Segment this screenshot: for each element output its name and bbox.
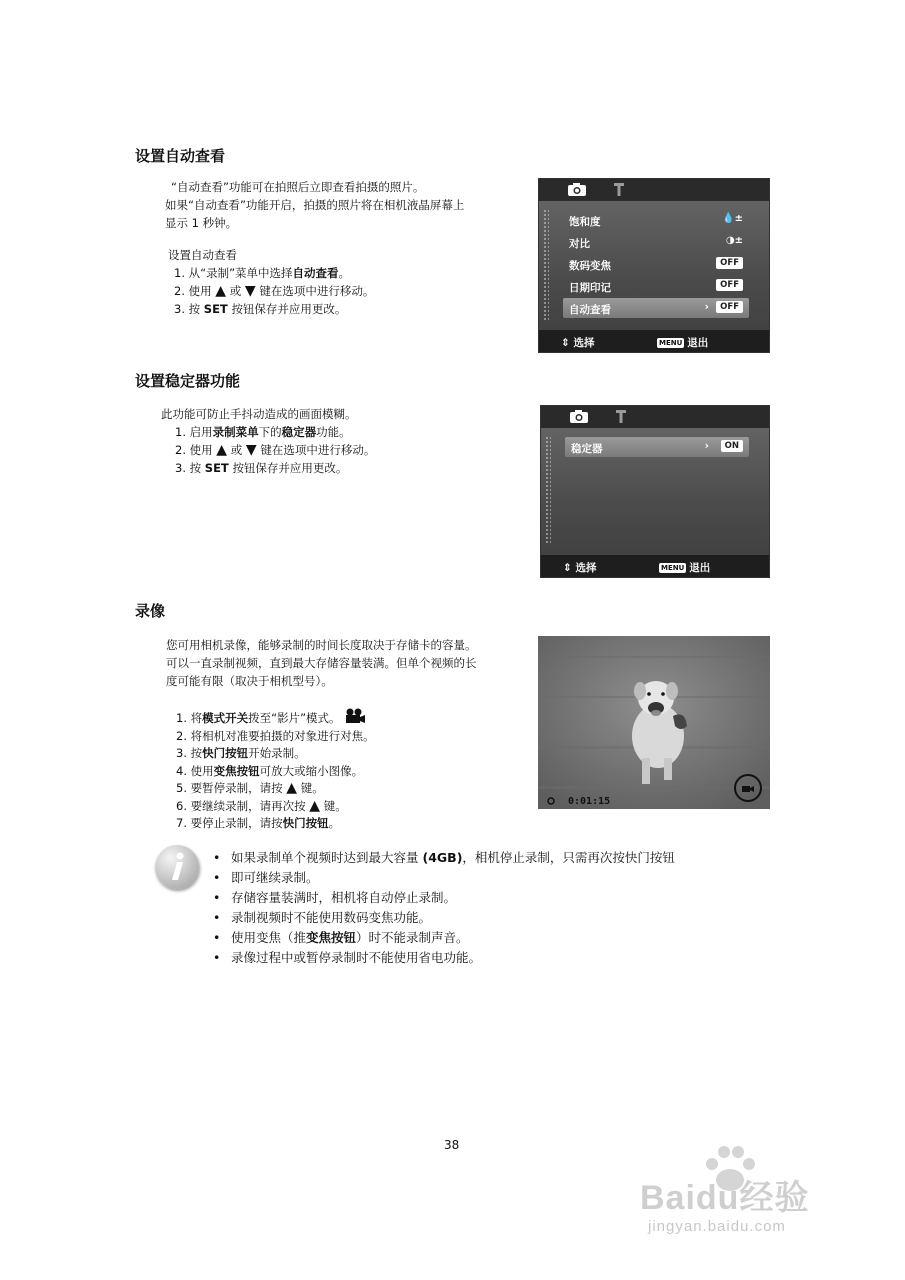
wrench-icon (613, 182, 625, 197)
step-bold: 稳定器 (281, 425, 317, 439)
note-item-1-cont (213, 868, 675, 888)
up-arrow-icon: ▲ (309, 797, 321, 814)
menu-row-label: 数码变焦 (569, 260, 611, 272)
up-arrow-icon: ▲ (286, 780, 298, 796)
set-key-label: SET (203, 302, 228, 316)
step-text: 3. 按 (174, 302, 201, 316)
select-hint: ⇕ 选择 (563, 562, 597, 574)
note-bold: (4GB) (422, 850, 463, 865)
section-title-stabilizer: 设置稳定器功能 (135, 372, 241, 390)
menu-tab-bar (541, 406, 769, 428)
chevron-right-icon: › (704, 301, 709, 313)
video-step-4 (176, 763, 375, 781)
step-text: 下的 (258, 425, 282, 439)
camera-icon (569, 409, 589, 424)
camera-icon (567, 182, 587, 197)
step-bold: 快门按钮 (282, 816, 329, 830)
info-icon (155, 845, 199, 889)
menu-hint-bar (539, 330, 769, 352)
note-text: 即可继续录制。 (231, 870, 319, 885)
step-text: 3. 按 (175, 461, 202, 475)
video-line-2: 可以一直录制视频，直到最大存储容量装满。但单个视频的长 (166, 656, 477, 670)
auto-review-line-3: 显示 1 秒钟。 (165, 216, 238, 230)
auto-review-line-1: “自动查看”功能可在拍照后立即查看拍摄的照片。 (171, 180, 425, 194)
up-arrow-icon: ▲ (216, 442, 228, 458)
step-text: 功能。 (316, 425, 351, 439)
menu-row-digital-zoom (563, 254, 749, 274)
video-step-1 (176, 708, 375, 728)
stabilizer-description (161, 405, 375, 477)
menu-row-contrast (563, 232, 749, 252)
note-text: ，相机停止录制，只需再次按快门按钮 (462, 850, 675, 865)
step-text: 7. 要停止录制，请按 (176, 816, 283, 830)
auto-review-step-3 (168, 300, 374, 318)
page-number: 38 (444, 1138, 460, 1152)
step-bold: 自动查看 (292, 266, 339, 280)
note-item-2: • 存储容量装满时，相机将自动停止录制。 (213, 888, 675, 908)
note-text: 使用变焦（推 (231, 930, 307, 945)
watermark-brand: Baidu经验 (640, 1179, 810, 1217)
watermark-url: jingyan.baidu.com (648, 1218, 786, 1235)
step-text: 4. 使用 (176, 763, 214, 778)
step-bold: 录制菜单 (212, 425, 259, 439)
off-badge: OFF (716, 279, 743, 291)
select-hint: ⇕ 选择 (561, 337, 595, 349)
stabilizer-step-2 (161, 441, 375, 459)
video-timecode: 0:01:15 (568, 796, 611, 807)
note-text: 如果录制单个视频时达到最大容量 (231, 850, 419, 865)
menu-row-label: 对比 (569, 238, 590, 250)
step-text: 键。 (300, 781, 324, 795)
wrench-icon (615, 409, 627, 424)
menu-row-label: 饱和度 (569, 216, 601, 228)
menu-scrollbar (543, 209, 549, 320)
menu-row-saturation (563, 210, 749, 230)
section-title-video: 录像 (135, 602, 166, 620)
step-bold: 模式开关 (202, 711, 249, 725)
camera-menu-screen-auto-review (538, 178, 770, 353)
video-line-1: 您可用相机录像，能够录制的时间长度取决于存储卡的容量。 (166, 638, 477, 652)
dog-running-photo (538, 636, 770, 809)
step-text: 键在选项中进行移动。 (260, 443, 376, 457)
step-text: 开始录制。 (248, 746, 306, 760)
stabilizer-step-3 (161, 459, 375, 477)
menu-scrollbar (545, 436, 551, 545)
step-bold: 变焦按钮 (213, 763, 260, 778)
section-title-auto-review: 设置自动查看 (135, 147, 226, 165)
step-text: 可放大或缩小图像。 (259, 763, 364, 778)
down-arrow-icon: ▼ (244, 283, 256, 299)
step-text: 。 (328, 816, 341, 830)
video-step-7 (176, 815, 375, 833)
note-item-4 (213, 928, 675, 948)
exit-hint (659, 560, 710, 575)
up-arrow-icon: ▲ (215, 283, 227, 299)
off-badge: OFF (716, 301, 743, 313)
stabilizer-intro: 此功能可防止手抖动造成的画面模糊。 (161, 407, 357, 421)
auto-review-description (165, 178, 464, 232)
video-step-2: 2. 将相机对准要拍摄的对象进行对焦。 (176, 728, 375, 743)
step-text: 或 (230, 443, 243, 457)
step-text: 2. 使用 (174, 284, 212, 298)
step-text: 2. 使用 (175, 443, 213, 457)
step-text: 键在选项中进行移动。 (259, 284, 375, 298)
movie-camera-icon (344, 708, 366, 724)
step-bold: 快门按钮 (202, 746, 249, 760)
camera-menu-screen-stabilizer (540, 405, 770, 578)
step-text: 6. 要继续录制，请再次按 (176, 798, 306, 813)
baidu-watermark (640, 1150, 870, 1250)
auto-review-subtitle: 设置自动查看 (168, 248, 237, 262)
info-glyph-icon (155, 845, 199, 889)
note-bold: 变焦按钮 (306, 930, 357, 945)
step-text: 按钮保存并应用更改。 (231, 302, 347, 316)
auto-review-line-2: 如果“自动查看”功能开启，拍摄的照片将在相机液晶屏幕上 (165, 198, 465, 212)
exit-hint (657, 335, 708, 350)
chevron-right-icon: › (704, 440, 709, 452)
menu-row-auto-review (563, 298, 749, 318)
down-arrow-icon: ▼ (245, 442, 257, 458)
step-text: 拨至“影片”模式。 (248, 711, 341, 725)
video-step-6 (176, 798, 375, 816)
notes-list (213, 848, 675, 968)
step-text: 5. 要暂停录制，请按 (176, 781, 283, 795)
menu-hint-bar (541, 555, 769, 577)
menu-button-icon: MENU (661, 564, 685, 572)
on-badge: ON (721, 440, 743, 452)
step-text: 或 (229, 284, 242, 298)
step-text: 1. 从“录制”菜单中选择 (174, 266, 293, 280)
step-text: 键。 (323, 798, 347, 813)
step-text: 按钮保存并应用更改。 (232, 461, 348, 475)
menu-row-label: 稳定器 (571, 443, 603, 455)
video-preview-photo (538, 636, 770, 809)
saturation-icon: 💧± (722, 213, 743, 224)
menu-tab-bar (539, 179, 769, 201)
video-steps (176, 708, 375, 833)
note-item-5: • 录像过程中或暂停录制时不能使用省电功能。 (213, 948, 675, 968)
video-step-5 (176, 780, 375, 798)
auto-review-step-2 (168, 282, 374, 300)
off-badge: OFF (716, 257, 743, 269)
note-item-3: • 录制视频时不能使用数码变焦功能。 (213, 908, 675, 928)
step-text: 3. 按 (176, 746, 203, 760)
step-text: 1. 将 (176, 711, 203, 725)
menu-row-label: 日期印记 (569, 282, 611, 294)
auto-review-step-1 (168, 264, 374, 282)
auto-review-steps (168, 246, 374, 318)
menu-row-stabilizer (565, 437, 749, 457)
exit-label: 退出 (687, 337, 709, 349)
exit-label: 退出 (689, 562, 711, 574)
note-text: ）时不能录制声音。 (356, 930, 469, 945)
menu-row-label: 自动查看 (569, 304, 611, 316)
stabilizer-step-1 (161, 423, 375, 441)
menu-button-icon: MENU (659, 339, 683, 347)
video-line-3: 度可能有限（取决于相机型号）。 (166, 674, 333, 688)
menu-row-date-stamp (563, 276, 749, 296)
video-description (166, 636, 477, 690)
note-item-1 (213, 848, 675, 868)
contrast-icon: ◑± (725, 235, 743, 246)
step-text: 1. 启用 (175, 425, 213, 439)
step-text: 。 (338, 266, 351, 280)
set-key-label: SET (204, 461, 229, 475)
video-step-3 (176, 745, 375, 763)
